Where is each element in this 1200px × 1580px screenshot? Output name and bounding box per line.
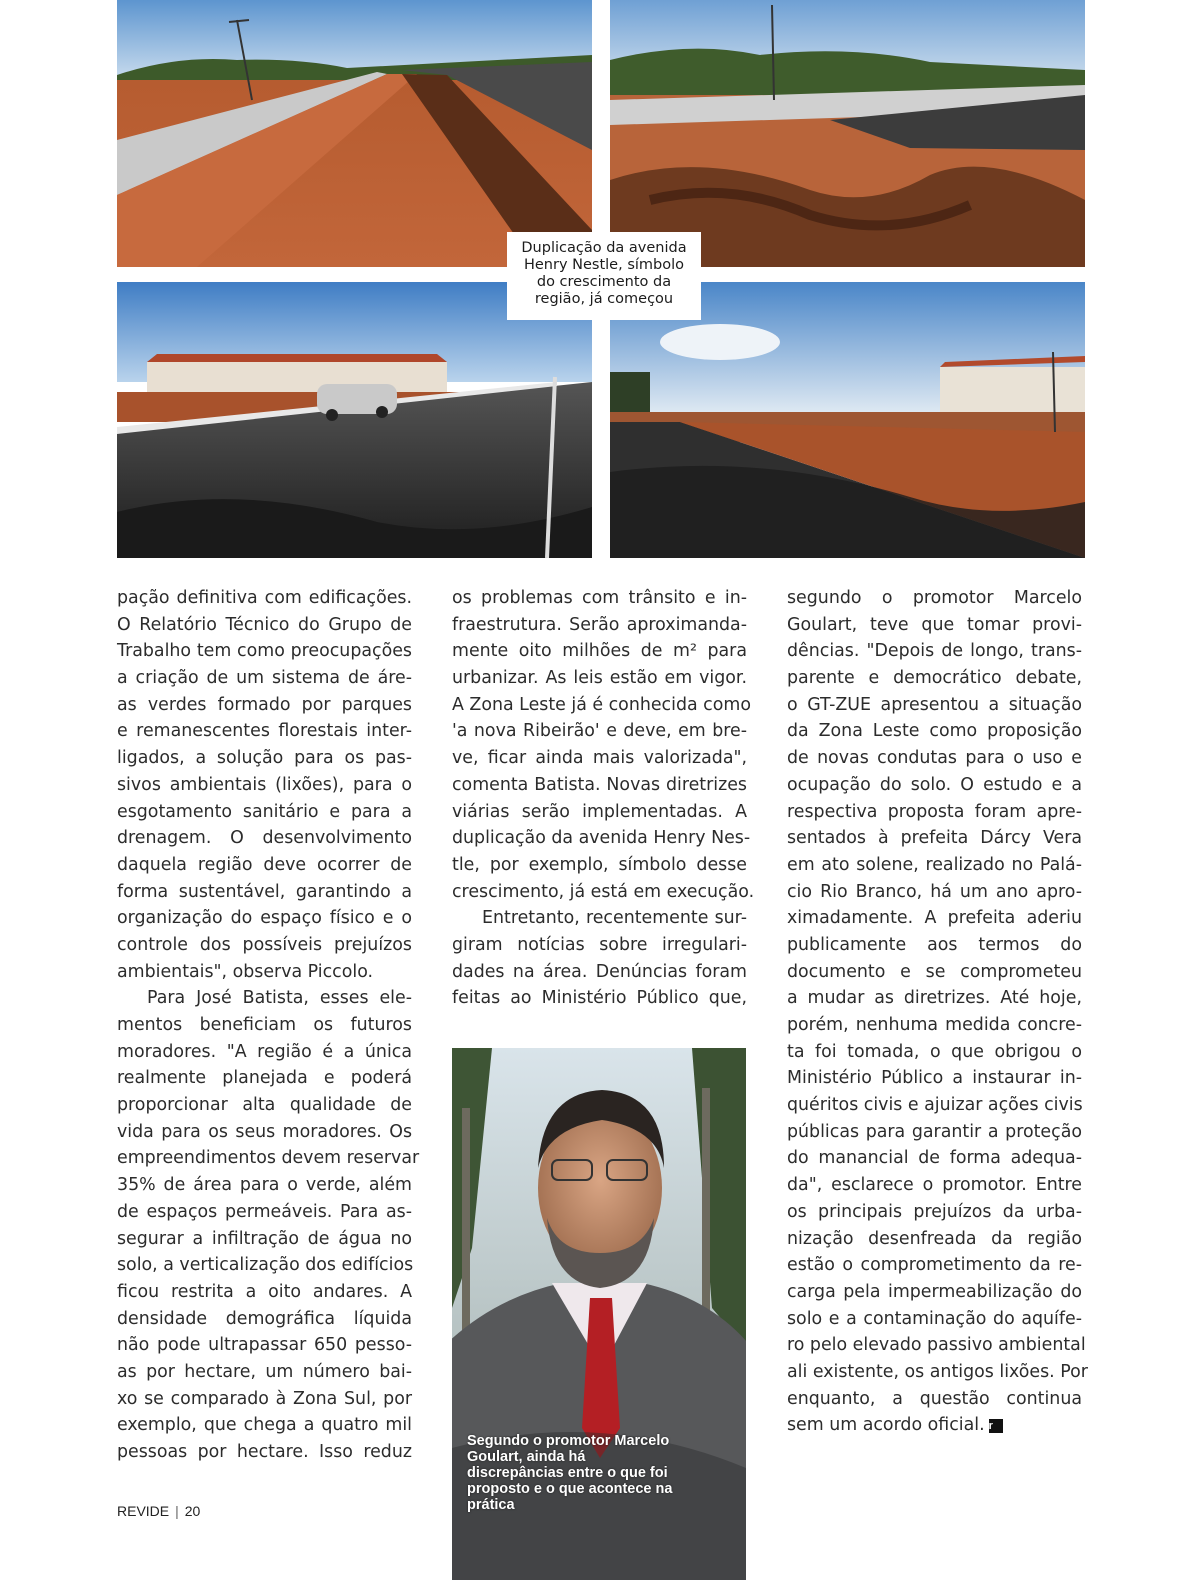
text-line: os problemas com trânsito e in- xyxy=(452,588,747,608)
text-line: moradores. "A região é a única xyxy=(117,1041,412,1062)
page-number: 20 xyxy=(184,1503,201,1519)
text-line: 35% de área para o verde, além xyxy=(117,1175,412,1196)
text-line: o GT-ZUE apresentou a situação xyxy=(787,694,1082,715)
text-line: da", esclarece o promotor. Entre xyxy=(787,1175,1082,1196)
text-line: cio Rio Branco, há um ano apro- xyxy=(787,881,1082,902)
end-of-article-mark: r xyxy=(989,1419,1003,1433)
text-line: esgotamento sanitário e para a xyxy=(117,801,412,822)
text-line: daquela região deve ocorrer de xyxy=(117,854,412,875)
text-line: sentados à prefeita Dárcy Vera xyxy=(787,828,1082,849)
text-line: segurar a infiltração de água no xyxy=(117,1228,412,1249)
text-line: porém, nenhuma medida concre- xyxy=(787,1015,1082,1035)
text-line: públicas para garantir a proteção xyxy=(787,1121,1082,1142)
text-line: pação definitiva com edificações. xyxy=(117,588,412,608)
text-line: feitas ao Ministério Público que, xyxy=(452,988,747,1009)
text-line: exemplo, que chega a quatro mil xyxy=(117,1415,412,1436)
text-line: empreendimentos devem reservar xyxy=(117,1148,420,1169)
text-line: respectiva proposta foram apre- xyxy=(787,801,1082,822)
text-line: nização desenfreada da região xyxy=(787,1228,1082,1249)
text-line: drenagem. O desenvolvimento xyxy=(117,828,412,849)
text-line: ficou restrita a oito andares. A xyxy=(117,1281,412,1302)
text-line: documento e se comprometeu xyxy=(787,961,1082,982)
text-line: controle dos possíveis prejuízos xyxy=(117,934,412,955)
text-line: proporcionar alta qualidade de xyxy=(117,1095,412,1116)
text-line: carga pela impermeabilização do xyxy=(787,1281,1082,1302)
text-line: a criação de um sistema de áre- xyxy=(117,668,412,689)
text-line: ro pelo elevado passivo ambiental xyxy=(787,1335,1086,1356)
text-line: estão o comprometimento da re- xyxy=(787,1255,1082,1276)
text-line: 'a nova Ribeirão' e deve, em bre- xyxy=(452,721,747,742)
text-line: e remanescentes florestais inter- xyxy=(117,721,412,742)
text-line: dades na área. Denúncias foram xyxy=(452,961,747,982)
text-line: urbanizar. As leis estão em vigor. xyxy=(452,668,747,689)
text-line: publicamente aos termos do xyxy=(787,934,1082,955)
text-line: forma sustentável, garantindo a xyxy=(117,881,412,902)
text-line: as verdes formado por parques xyxy=(117,694,412,715)
text-line: realmente planejada e poderá xyxy=(117,1068,412,1089)
text-line: O Relatório Técnico do Grupo de xyxy=(117,614,412,635)
photo-avenue-construction-right xyxy=(610,0,1085,267)
photo-caption-promotor: Segundo o promotor Marcelo Goulart, ainda há discrepâncias entre o que foi proposto e o que acontece na prática xyxy=(467,1433,673,1513)
article-column-3 xyxy=(787,585,1088,1439)
text-line: mente oito milhões de m² para xyxy=(452,641,747,662)
text-line: Para José Batista, esses ele- xyxy=(147,988,412,1009)
text-line: de novas condutas para o uso e xyxy=(787,748,1082,769)
text-line: mentos beneficiam os futuros xyxy=(117,1015,412,1035)
text-line: ta foi tomada, o que obrigou o xyxy=(787,1041,1082,1062)
article-column-2 xyxy=(452,585,755,1012)
photo-avenue-empty-road xyxy=(610,282,1085,558)
text-line: pessoas por hectare. Isso reduz xyxy=(117,1442,412,1462)
text-line: Ministério Público a instaurar in- xyxy=(787,1068,1082,1089)
text-line: ligados, a solução para os pas- xyxy=(117,748,412,769)
text-line: segundo o promotor Marcelo xyxy=(787,588,1082,608)
text-line: Goulart, teve que tomar provi- xyxy=(787,614,1082,635)
text-line: giram notícias sobre irregulari- xyxy=(452,934,747,955)
text-line: vida para os seus moradores. Os xyxy=(117,1121,412,1142)
text-line: de espaços permeáveis. Para as- xyxy=(117,1201,412,1222)
text-line: os principais prejuízos da urba- xyxy=(787,1201,1082,1222)
text-line-final xyxy=(787,1412,1082,1439)
folio-separator: | xyxy=(175,1503,179,1519)
text-line: dências. "Depois de longo, trans- xyxy=(787,641,1082,662)
text-line: solo, a verticalização dos edifícios xyxy=(117,1255,414,1276)
text-line: da Zona Leste como proposição xyxy=(787,721,1082,742)
text-line: xo se comparado à Zona Sul, por xyxy=(117,1388,412,1409)
text-line: enquanto, a questão continua xyxy=(787,1388,1082,1409)
text-line: do manancial de forma adequa- xyxy=(787,1148,1082,1169)
text-line: ali existente, os antigos lixões. Por xyxy=(787,1361,1088,1382)
text-line: parente e democrático debate, xyxy=(787,668,1082,689)
text-line: tle, por exemplo, símbolo desse xyxy=(452,854,747,875)
text-line: Trabalho tem como preocupações xyxy=(117,641,412,662)
text-line: Entretanto, recentemente sur- xyxy=(482,908,747,929)
text-line: viárias serão implementadas. A xyxy=(452,801,747,822)
text-line: em ato solene, realizado no Palá- xyxy=(787,854,1082,875)
text-line: ve, ficar ainda mais valorizada", xyxy=(452,748,747,769)
text-line: solo e a contaminação do aquífe- xyxy=(787,1308,1082,1329)
text-line: crescimento, já está em execução. xyxy=(452,881,755,902)
text-line: ocupação do solo. O estudo e a xyxy=(787,774,1082,795)
text-line: sivos ambientais (lixões), para o xyxy=(117,774,412,795)
text-line: fraestrutura. Serão aproximanda- xyxy=(452,614,747,635)
text-line-final-text: sem um acordo oficial. xyxy=(787,1415,985,1436)
article-column-1 xyxy=(117,585,420,1466)
photo-caption-avenue: Duplicação da avenida Henry Nestle, símbolo do crescimento da região, já começou xyxy=(507,232,701,320)
text-line: organização do espaço físico e o xyxy=(117,908,412,929)
magazine-name: REVIDE xyxy=(117,1503,170,1519)
photo-avenue-construction-left xyxy=(117,0,592,267)
page-folio xyxy=(117,1503,200,1519)
text-line: A Zona Leste já é conhecida como xyxy=(452,694,751,715)
text-line: comenta Batista. Novas diretrizes xyxy=(452,774,747,795)
photo-avenue-with-car xyxy=(117,282,592,558)
text-line: ximadamente. A prefeita aderiu xyxy=(787,908,1082,929)
text-line: densidade demográfica líquida xyxy=(117,1308,412,1329)
text-line: a mudar as diretrizes. Até hoje, xyxy=(787,988,1082,1009)
text-line: ambientais", observa Piccolo. xyxy=(117,961,374,982)
text-line: duplicação da avenida Henry Nes- xyxy=(452,828,751,849)
text-line: não pode ultrapassar 650 pesso- xyxy=(117,1335,412,1356)
text-line: as por hectare, um número bai- xyxy=(117,1361,412,1382)
text-line: quéritos civis e ajuizar ações civis xyxy=(787,1095,1083,1116)
